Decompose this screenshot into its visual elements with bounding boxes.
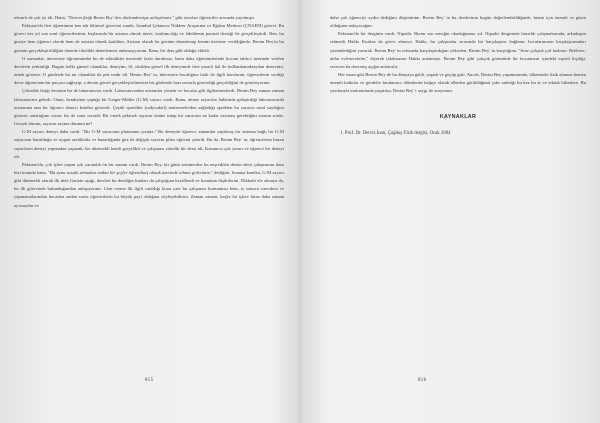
left-page-number: 815: [145, 378, 154, 383]
reference-item: [340, 130, 586, 138]
reference-text: dergisi, Ocak 2004: [413, 130, 451, 136]
paragraph: G-M sayacı deneyi daha vardı: "Bir G-M sayacının platonunu çiziniz." Bu deneyde öğrenci, zamanlar yapılanış bir sistema bağlı bir G-M sayacının kurulduğu ve uygun aralıklarla ve hazarlığında göz ile değişik sayacın plato eğrisini çizerdi. Bu da, Besim Bey' in, öğrencilerin bazen sayacların deneyi yapmadan yaparak, bir düzenekli kendi geçerlikli ve çalışması yönelik bir dersi idi. Kanunıca çok yararı ve öğrenci bir deneyi idi.: [14, 129, 284, 159]
paragraph-text: Pakistan'da, çok işleri yapan çok yaratalık ön bir sunum vardı. Besim Bey, bir günü seminerden bu neşredilen dersin dersi çalışmasını ilanı bizi konuda bana, "Bu aynu susulti: [14, 161, 284, 175]
paragraph-text: gibi tavırları öğrenciler arasında yayılmıştı.: [174, 15, 256, 20]
quoted-text: almadan ondan bir şeyler öğrenilmiş olmak üzerinde nihanı golerimin.: [79, 169, 212, 175]
paragraph: Pakistan'da ileri öğrenimini ben tek bilimsel görevini sundu. İstanbul Çekmece Nükleer Araştırma ve Eğitim Merkezi (ÇNAEM) görevi. Bu görevi her yıl son sınıf öğrencilerinin, başlarında bir asistan olmak üzere, katılımcılığı ve fakültenin parasal desteği ile gerçekleştirdi. Ben, bu geziye hem öğrenci olarak hem de asistan olarak katıldım. Asistan olarak bu gezinin düzenlenip benim üzerime verildiğinde, Besim Bey'in bu gezinin gerçekleştirildiğini önemle titizlikle denetlemesi anlamışıyorum. Bana, bir ders gibi olduğu ekledi.: [14, 23, 284, 53]
paragraph: O zamanlar, üniversite öğrenimindei bu de etkinlikler üzerinde fazla durulmaz; hatta daha öğrenimlerinde hocam tabirci üzerinde verilen derslerin yetkinliği. Bugiin belki günsel olanaklar, deneyim, fil, okuldan görsel ilk deneyimde ileri yararlı hal ile kullanılamaktaydan deneyimi, örnek gösterir. O günlerde bu tur olanaklar da pek nadir idi. Besim Bey' in, üniversite hocalığına fizik ile ilgili kurslarını, öğrencilerin verdiği derse öğrencinin bir parçası sağlayıp, o dersin görsel gerçekleştirilmesini bir gözlemle bazı unsurla gösterdiği gerçekliğini de gösteriyorum.: [14, 55, 284, 86]
reference-text: 1. Prof. Dr. Dervis İnan,: [340, 130, 388, 136]
quoted-text: Sene çalıştık çok bakının. Bekliren; daha evlenecektim.: [330, 47, 586, 61]
paragraph: Her insan gibi Besim Bey de bu dünyaya geldi, yaşadı ve göçüp gitti. Ancak, Besim Bey yaşamımında, ülkemizde fizik alanına hemen önemli katkılar ve gördeler bırakması; ölümlerini kalpçe olarak elbeden görüldüğünü çabs sadetiği bu kez bu ar ve teknik bilimlere. Bu yazılarıyla aralıranlarda yaşatılsa, Besim Bey' i saygı ile anıyorum.: [330, 72, 586, 94]
paragraph: Çekirdek fiziği dersinin bir de laboratuvarı vardı. Laboratuvardan asistanlar yönetir ve hocalar gök ilgilenmezlerdi. Besim Bey zaman zaman laboratuvara gelirdi. Onun, kendisinin yaptığı bir Geiger-Müller (G-M) sayacı vardı. Bunu, deney sayacılar hakkında geliştirdiği laboratuvarda asistanına tam bir öğrenci deneyi kendisi gösterdi. Çeşitli sprediler (radyoaktif) malzemelerden sağladığı sprekten bu sayacın nasıl saydığını gösterir anlattığımı sonra, bir de sona sorardi: Bir örnek pekmek sayacın önüne tutup bir sayacam ne kadar sayması gerektiğini sorunu sordu. Gerçek durum, sayacın sayma durumu ne?: [14, 88, 284, 127]
paragraph: [14, 14, 284, 22]
paragraph-text: tekrarlı de çok iyi idi. Hatta,: [14, 15, 68, 20]
paragraph: [14, 161, 284, 210]
right-page: [300, 0, 600, 423]
paragraph: daha çok öğrenciyi aydın dediğimi düşünürüm. Besim Bey' in bu derslerinin bugün değerlendirildiğinde, bizim için önemli ve güzin olduğunu anlayacağım.: [330, 15, 586, 29]
reference-title: Çağdaş Fizik: [387, 130, 414, 136]
references-heading: KAYNAKLAR: [439, 113, 477, 120]
left-page-text: [14, 14, 284, 210]
right-page-number: 816: [418, 378, 427, 383]
paragraph: [330, 30, 586, 71]
paragraph-text: " diyerek takılmasını Hakkı anlatmayı. Besim Bey gibi çokçok görüntüde bir hocamızın içindeki esprili kişiliği, sevecen bu davranış açığıa anlatırılır.: [330, 55, 587, 69]
quoted-text: "Nitrom fiziği Besim Bey' den dinlemdemişiz anlaşılması.": [67, 15, 175, 20]
paragraph-text: " dediğini. Sonuna kendisi, G-M sayacı gibi düzenekli olarak ilk defa Garizin aşağı, dersleri bu dersliğin bunları da çalıştığına keyiflendi ve konunun ilişikilerini. Dikkatli ele almaya da, bu ilk görevinde bulunduğundan anlaşıyorum. Cem verme ilk ilgili canlılığı konu yazı bu çalışması kurmamızı hem, iç sonuca varsırken ve yapmamalarından hocadan ondan sırası öğrencilerin bu büyük payi oldağına söyleyebilirim. Zaman zaman, keşke bu işlere biraz daha zaman ayırsaydın ve: [14, 169, 284, 208]
paragraph-text: Pakistan'da bir derginin vardı: Nipadir. Bizim son seneğin okuduğumuz yıl. Nipadir derginizin hazırlık çalışmalarında, arkadaşım rahmetli Hakkı Kuzkas da görev almaya. Hakkı, bu çalışmalar sırasında bir karşılaştırır bağlamı; hocalarımızın karşılaştırmaları çözümlediğini yazarak. Besim Bey' in odasında karşılaştırdığını yükselen, Besim Bey' in karşılığına: ": [330, 31, 586, 53]
right-page-text: [330, 14, 586, 96]
references-list: [330, 130, 586, 138]
